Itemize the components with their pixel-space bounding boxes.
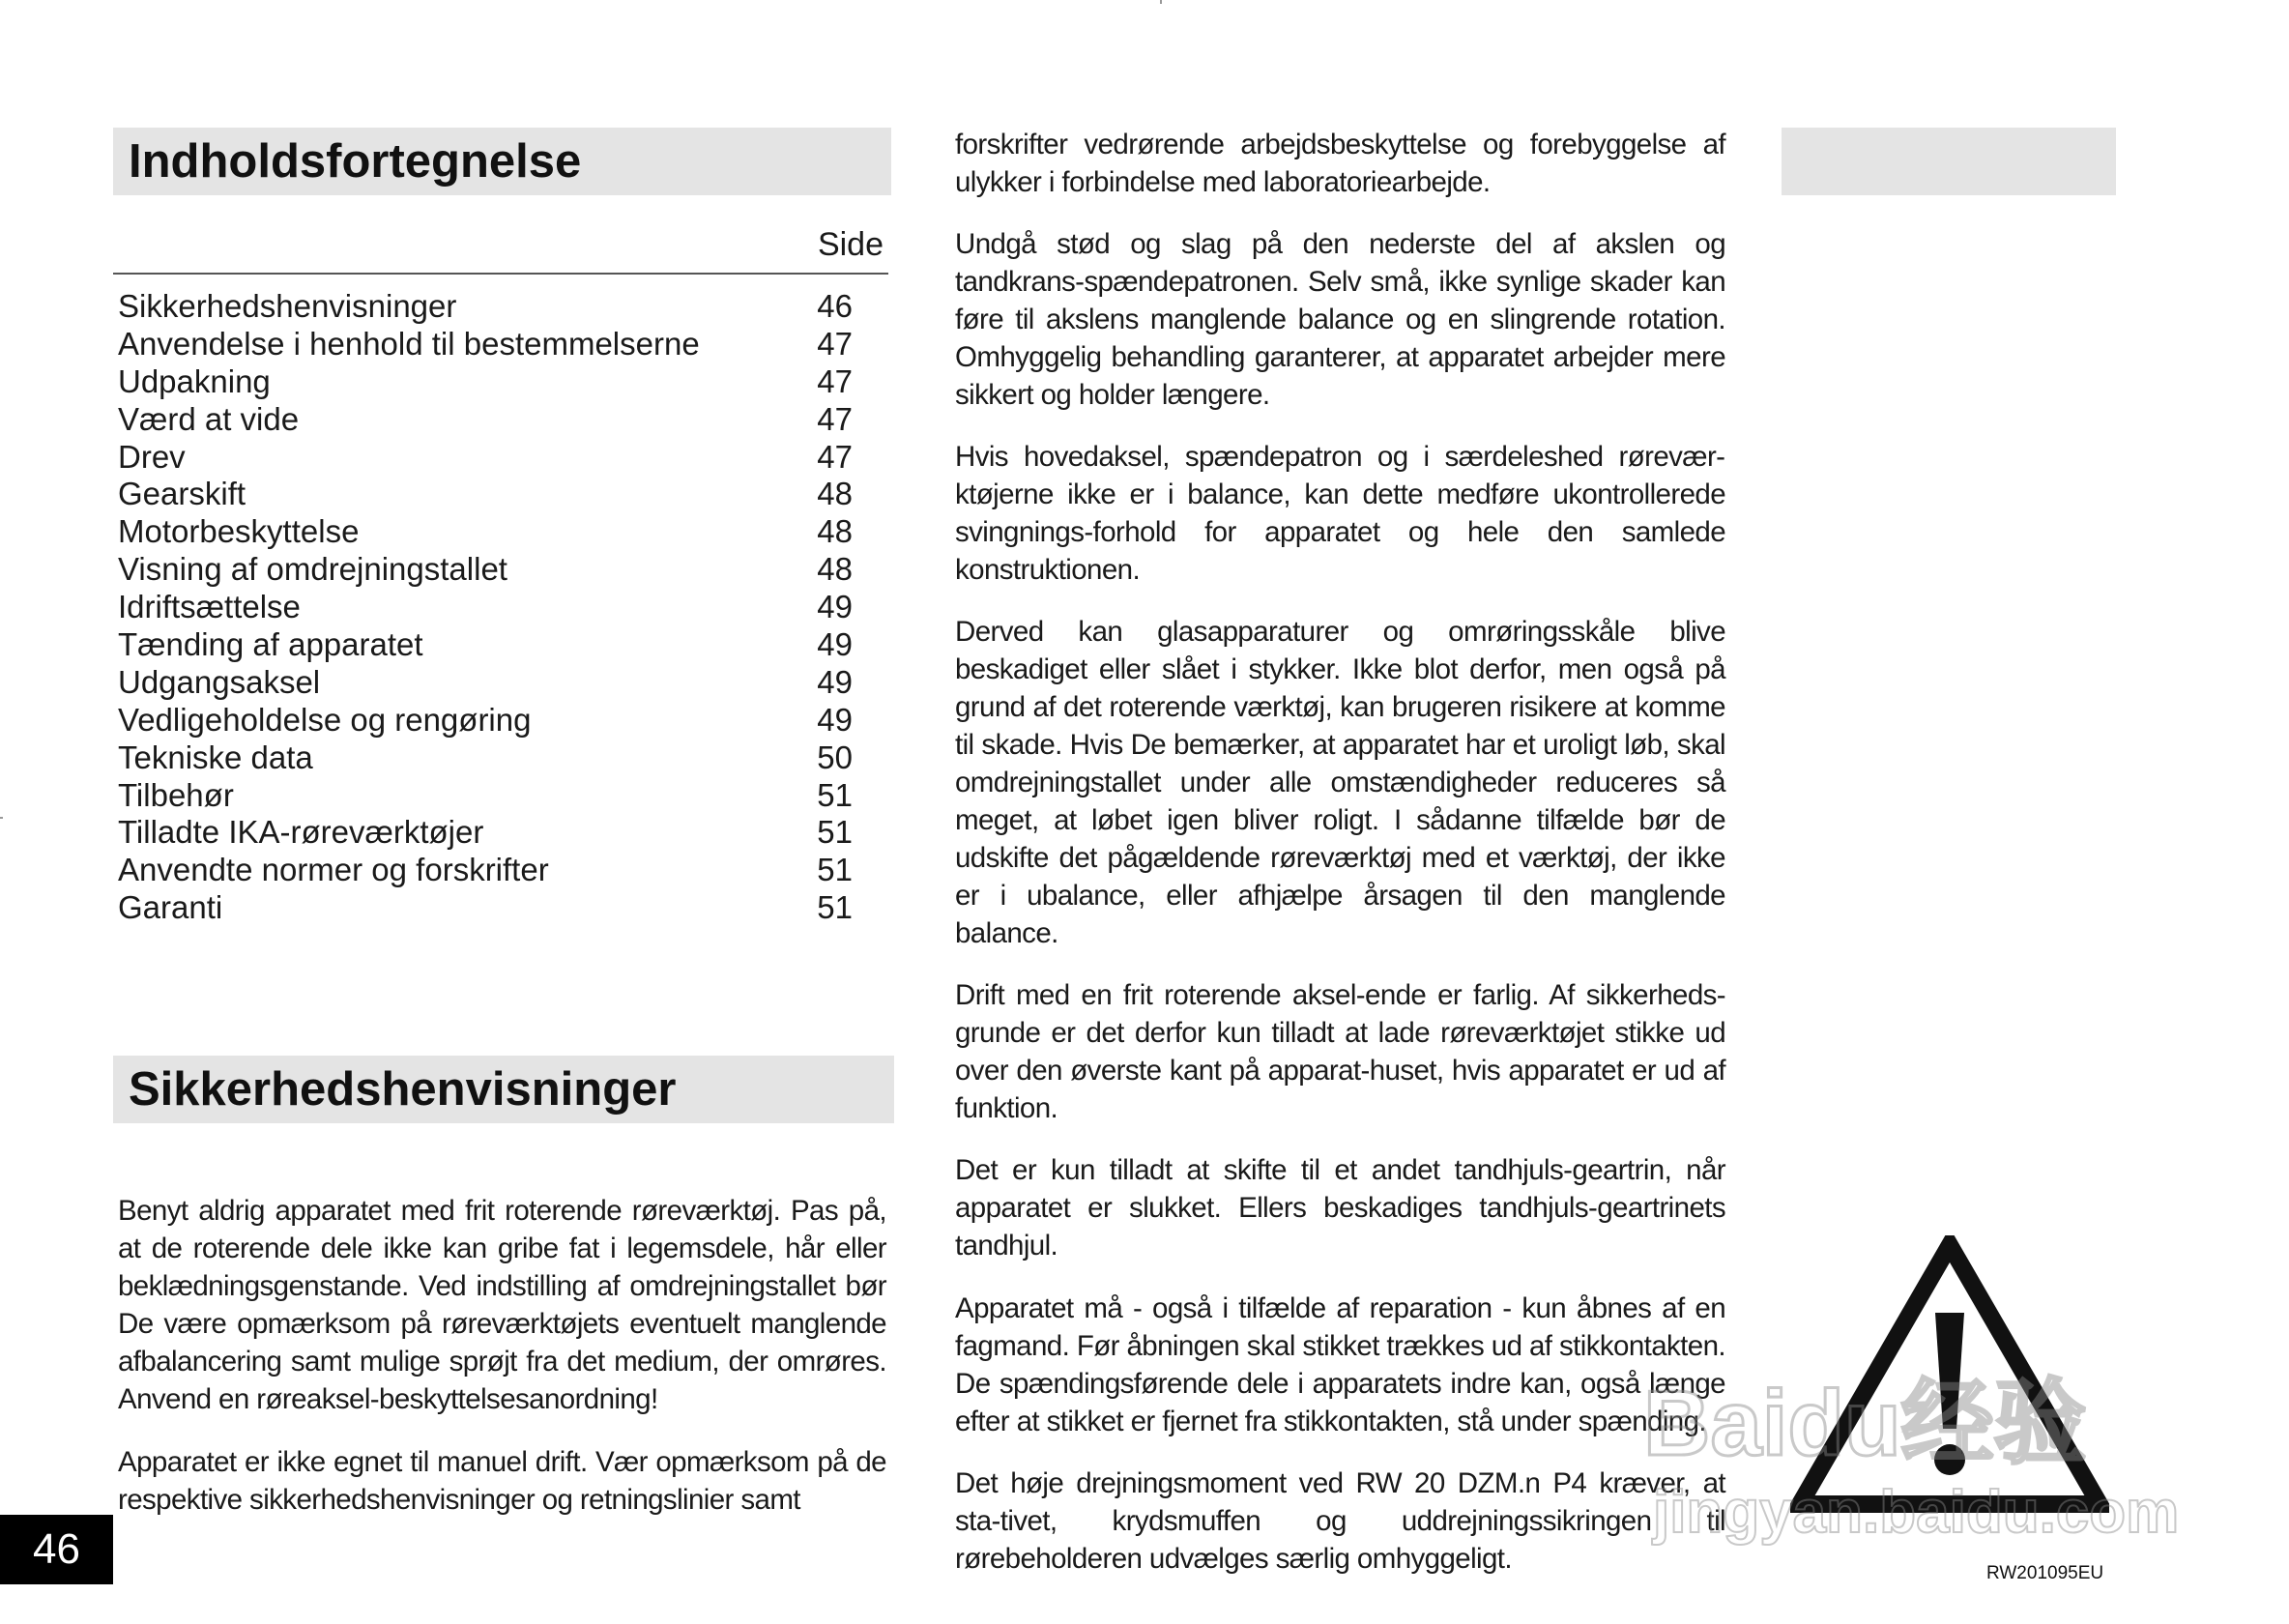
safety-paragraph: Undgå stød og slag på den nederste del af akslen og tandkrans-spændepatronen. Selv små, ikke synlige skader kan føre til akslens manglende balance og en slingrende rotation. Omhyggelig behandling garanterer, at apparatet arbejder mere sikkert og holder længere. [955,228,1725,411]
toc-entry-label: Gearskift [118,476,246,512]
toc-entry-label: Udpakning [118,362,271,399]
toc-entry-label: Tilladte IKA-røreværktøjer [118,814,484,851]
toc-entry [118,401,853,439]
toc-entry-page: 49 [817,663,853,700]
safety-paragraph: Apparatet er ikke egnet til manuel drift. Vær opmærksom på de respektive sikkerhedshenvisninger og retningslinier samt [118,1446,886,1516]
toc-entry [118,551,853,589]
toc-entry-page: 48 [817,513,853,550]
toc-entry [118,363,853,401]
document-code: RW201095EU [1986,1563,2104,1583]
toc-entry-label: Motorbeskyttelse [118,513,360,550]
toc-entry [118,513,853,551]
toc-entry-page: 47 [817,400,853,437]
toc-heading-bar [113,128,891,195]
toc-entry [118,439,853,477]
crop-mark-top [1160,0,1162,4]
page-number: 46 [0,1515,113,1584]
toc-entry-label: Tekniske data [118,739,313,775]
toc-entry-label: Vedligeholdelse og rengøring [118,701,532,738]
toc-side-label [113,226,886,264]
toc-entry-page: 51 [817,852,853,888]
toc-entry-page: 49 [817,701,853,738]
toc-entry-page: 46 [817,288,853,324]
safety-heading-bar [113,1056,894,1123]
toc-entry [118,740,853,777]
watermark-brand: Baidu经验 [1643,1372,2087,1475]
toc-entry-label: Værd at vide [118,400,300,437]
toc-entry [118,288,853,326]
safety-paragraph: Det er kun tilladt at skifte til et andet tandhjuls-geartrin, når apparatet er slukket. Ellers beskadiges tandhjuls-geartrinets tandhjul. [955,1154,1725,1262]
safety-paragraph: Benyt aldrig apparatet med frit roterende røreværktøj. Pas på, at de roterende dele ikke kan gribe fat i legemsdele, hår eller beklædningsgenstande. Ved indstilling af omdrejningstallet bør De være opmærksom på røreværktøjets eventuelt manglende afbalancering samt mulige sprøjt fra det medium, der omrøres. Anvend en røreaksel-beskyttelsesanordning! [118,1195,886,1415]
watermark-url: jingyan.baidu.com [1653,1479,2180,1546]
safety-paragraph: Drift med en frit roterende aksel-ende er farlig. Af sikkerheds-grunde er det derfor kun tilladt at lade røreværktøjet stikke ud over den øverste kant på apparat-huset, hvis apparatet er ud af funktion. [955,979,1725,1124]
toc-entry-label: Tænding af apparatet [118,626,423,663]
toc-entry-page: 49 [817,626,853,663]
toc-entry [118,702,853,740]
toc-entry [118,589,853,626]
toc-entry-label: Tilbehør [118,776,234,813]
toc-entry-page: 47 [817,325,853,362]
right-heading-bar [1782,128,2116,195]
toc-entry-page: 47 [817,438,853,475]
toc-entry-page: 51 [817,889,853,926]
toc-entry-page: 48 [817,476,853,512]
toc-entry [118,626,853,664]
safety-paragraph: Det høje drejningsmoment ved RW 20 DZM.n P4 kræver, at sta-tivet, krydsmuffen og uddrejningssikringen til rørebeholderen udvælges særlig omhyggeligt. [955,1467,1725,1575]
toc-entry-label: Anvendelse i henhold til bestemmelserne [118,325,700,362]
safety-paragraph: Hvis hovedaksel, spændepatron og i særdeleshed røreværktøjerne ikke er i balance, kan dette medføre ukontrollerede svingnings-forhold for apparatet og hele den samlede konstruktionen. [955,441,1725,586]
toc-entry-label: Garanti [118,889,223,926]
safety-left-column [118,1192,886,1519]
toc-entry-page: 51 [817,814,853,851]
baidu-watermark [1634,1363,2194,1547]
toc-entry [118,476,853,513]
toc-list [118,288,853,927]
crop-mark-left [0,817,3,819]
toc-entry [118,777,853,815]
safety-paragraph: Apparatet må - også i tilfælde af reparation - kun åbnes af en fagmand. Før åbningen skal stikket trækkes ud af stikkontakten. De spændingsførende dele i apparatets indre kan, også længe efter at stikket er fjernet fra stikkontakten, stå under spænding. [955,1292,1725,1437]
toc-entry-page: 48 [817,551,853,588]
toc-entry-label: Sikkerhedshenvisninger [118,288,457,324]
toc-entry-label: Anvendte normer og forskrifter [118,852,549,888]
toc-entry-page: 51 [817,776,853,813]
toc-entry [118,814,853,852]
safety-right-column [955,126,1725,1602]
safety-paragraph: Derved kan glasapparaturer og omrøringsskåle blive beskadiget eller slået i stykker. Ikke blot derfor, men også på grund af det roterende værktøj, kan brugeren risikere at komme til skade. Hvis De bemærker, at apparatet har et uroligt løb, skal omdrejningstallet under alle omstændigheder reduceres så meget, at løbet igen bliver roligt. I sådanne tilfælde bør de udskifte det pågældende røreværktøj med et værktøj, der ikke er i ubalance, eller afhjælpe årsagen til den manglende balance. [955,616,1725,949]
toc-entry-label: Visning af omdrejningstallet [118,551,507,588]
toc-entry [118,852,853,889]
toc-side-text: Side [817,226,884,263]
toc-entry [118,664,853,702]
safety-title: Sikkerhedshenvisninger [129,1063,677,1116]
toc-entry-page: 50 [817,739,853,775]
safety-paragraph: forskrifter vedrørende arbejdsbeskyttelse og forebyggelse af ulykker i forbindelse med laboratoriearbejde. [955,129,1725,198]
toc-entry-label: Idriftsættelse [118,589,301,625]
toc-entry [118,889,853,927]
toc-divider [113,273,888,275]
toc-entry [118,326,853,363]
toc-entry-label: Udgangsaksel [118,663,321,700]
toc-entry-page: 49 [817,589,853,625]
toc-title: Indholdsfortegnelse [129,135,582,188]
toc-entry-page: 47 [817,362,853,399]
toc-entry-label: Drev [118,438,186,475]
